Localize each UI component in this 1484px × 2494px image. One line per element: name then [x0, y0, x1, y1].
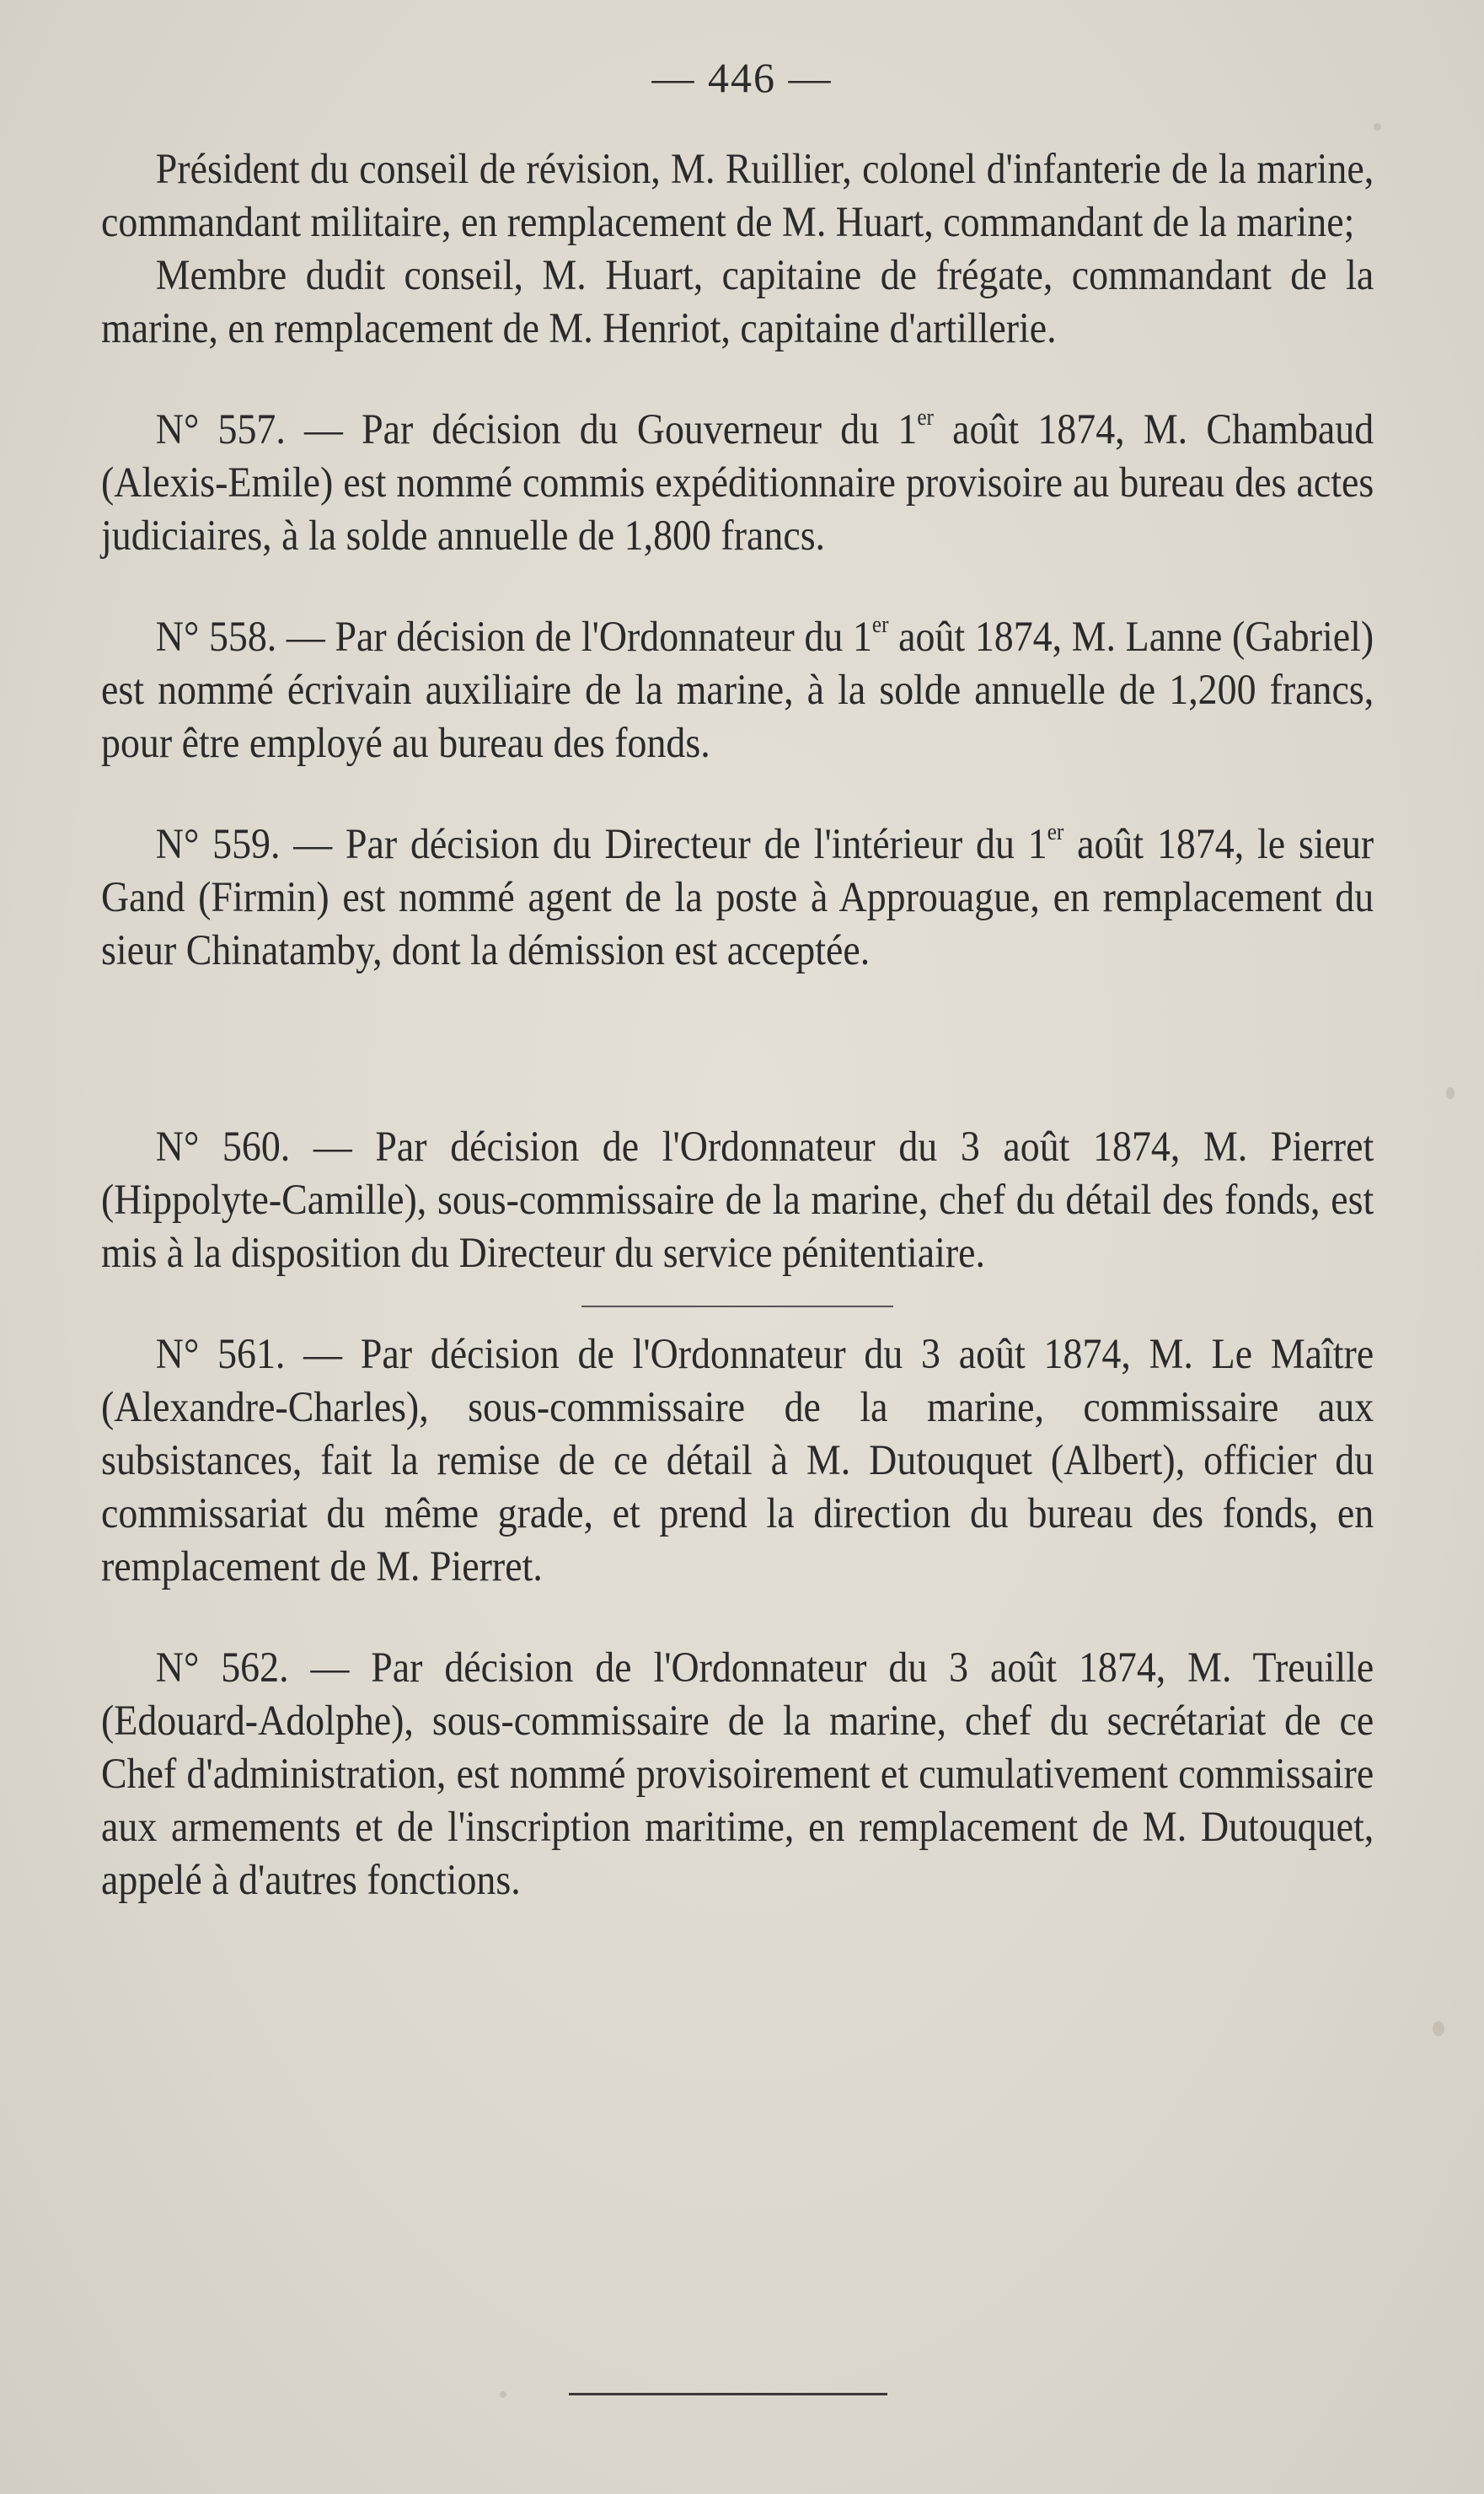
body-text	[101, 143, 1374, 1907]
paragraph-560: N° 560. — Par décision de l'Ordonnateur du 3 août 1874, M. Pierret (Hippolyte-Camille), sous-commissaire de la marine, chef du détail des fonds, est mis à la disposition du Directeur du service pénitentiaire.	[101, 1124, 1374, 1277]
paragraph-membre: Membre dudit conseil, M. Huart, capitaine de frégate, commandant de la marine, en remplacement de M. Henriot, capitaine d'artillerie.	[101, 252, 1374, 352]
ordinal-suffix: er	[917, 405, 934, 431]
paragraph-557-start: N° 557. — Par décision du Gouverneur du 1	[155, 406, 918, 453]
paper-spot	[1433, 2021, 1444, 2036]
paragraph-559-start: N° 559. — Par décision du Directeur de l'intérieur du 1	[155, 821, 1047, 868]
paragraph-558-rest: août 1874, M. Lanne (Gabriel) est nommé écrivain auxiliaire de la marine, à la solde annuelle de 1,200 francs, pour être employé au bureau des fonds.	[101, 614, 1374, 767]
paper-spot	[1374, 123, 1381, 131]
paper-spot	[1446, 1087, 1455, 1099]
paper-spot	[500, 2391, 506, 2398]
paragraph-559-rest: août 1874, le sieur Gand (Firmin) est nommé agent de la poste à Approuague, en remplacement du sieur Chinatamby, dont la démission est acceptée.	[101, 821, 1374, 974]
section-divider	[581, 1306, 893, 1307]
ordinal-suffix: er	[1047, 819, 1064, 845]
paragraph-558	[101, 611, 1374, 770]
paragraph-558-start: N° 558. — Par décision de l'Ordonnateur du 1	[155, 614, 872, 661]
paragraph-president: Président du conseil de révision, M. Ruillier, colonel d'infanterie de la marine, commandant militaire, en remplacement de M. Huart, commandant de la marine;	[101, 146, 1374, 246]
end-divider	[569, 2393, 887, 2395]
paragraph-557	[101, 404, 1374, 563]
paragraph-561: N° 561. — Par décision de l'Ordonnateur du 3 août 1874, M. Le Maître (Alexandre-Charles), sous-commissaire de la marine, commissaire aux subsistances, fait la remise de ce détail à M. Dutouquet (Albert), officier du commissariat du même grade, et prend la direction du bureau des fonds, en remplacement de M. Pierret.	[101, 1331, 1374, 1590]
ordinal-suffix: er	[871, 612, 889, 638]
page-number: — 446 —	[651, 54, 833, 101]
paragraph-562: N° 562. — Par décision de l'Ordonnateur du 3 août 1874, M. Treuille (Edouard-Adolphe), sous-commissaire de la marine, chef du secrétariat de ce Chef d'administration, est nommé provisoirement et cumulativement commissaire aux armements et de l'inscription maritime, en remplacement de M. Dutouquet, appelé à d'autres fonctions.	[101, 1644, 1374, 1904]
paragraph-559	[101, 818, 1374, 978]
paragraph-557-rest: août 1874, M. Chambaud (Alexis-Emile) est nommé commis expéditionnaire provisoire au bureau des actes judiciaires, à la solde annuelle de 1,800 francs.	[101, 406, 1374, 560]
